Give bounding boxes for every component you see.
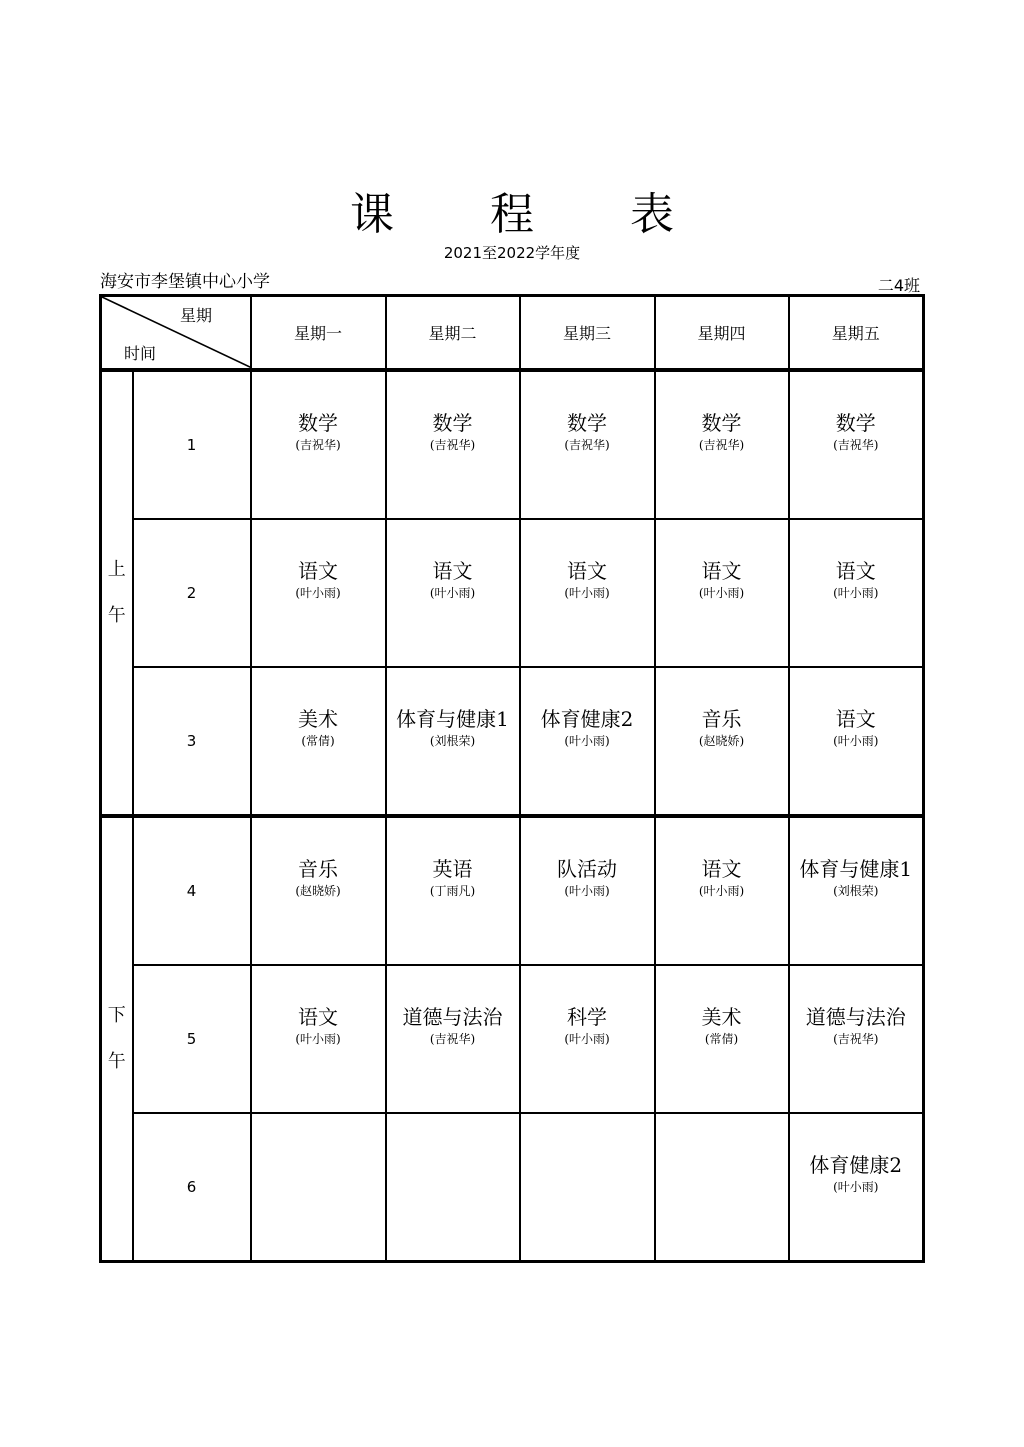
period-row <box>101 667 924 816</box>
day-header: 星期三 <box>520 296 655 371</box>
teacher-name: (叶小雨) <box>833 734 879 748</box>
subject-name: 语文 <box>298 1005 338 1029</box>
class-name: 二4班 <box>877 276 920 295</box>
header-row <box>101 296 924 371</box>
class-cell <box>520 1113 655 1262</box>
class-cell <box>655 370 789 519</box>
section-char: 上 <box>107 559 126 580</box>
class-cell <box>520 667 655 816</box>
class-cell <box>789 667 924 816</box>
class-cell <box>789 816 924 965</box>
day-header: 星期五 <box>789 296 924 371</box>
period-number: 5 <box>133 965 251 1113</box>
subject-name: 队活动 <box>557 857 617 881</box>
period-row <box>101 370 924 519</box>
teacher-name: (叶小雨) <box>833 1180 879 1194</box>
schedule-body <box>101 370 924 1262</box>
subject-name: 数学 <box>567 411 607 435</box>
class-cell <box>251 816 386 965</box>
class-cell <box>789 965 924 1113</box>
teacher-name: (叶小雨) <box>295 586 341 600</box>
page-title <box>0 178 1024 240</box>
title-char: 表 <box>630 189 674 240</box>
teacher-name: (常倩) <box>301 734 335 748</box>
class-cell <box>520 965 655 1113</box>
teacher-name: (赵晓娇) <box>295 884 341 898</box>
subject-name: 体育与健康1 <box>799 857 913 881</box>
teacher-name: (叶小雨) <box>698 884 745 898</box>
teacher-name: (叶小雨) <box>429 586 476 600</box>
class-cell <box>251 1113 386 1262</box>
period-number: 2 <box>133 519 251 667</box>
subject-name: 语文 <box>835 707 876 731</box>
subject-name: 语文 <box>701 559 742 583</box>
period-number: 3 <box>133 667 251 816</box>
subject-name: 语文 <box>432 559 473 583</box>
class-cell <box>386 667 520 816</box>
class-cell <box>655 667 789 816</box>
subject-name: 科学 <box>567 1005 607 1029</box>
teacher-name: (叶小雨) <box>833 586 879 600</box>
class-cell <box>789 370 924 519</box>
teacher-name: (吉祝华) <box>429 438 476 452</box>
teacher-name: (丁雨凡) <box>429 884 476 898</box>
class-cell <box>520 519 655 667</box>
teacher-name: (吉祝华) <box>295 438 341 452</box>
class-cell <box>789 1113 924 1262</box>
day-header: 星期四 <box>655 296 789 371</box>
section-char: 午 <box>107 605 126 626</box>
subject-name: 道德与法治 <box>805 1005 906 1029</box>
period-row <box>101 965 924 1113</box>
section-char: 下 <box>107 1005 126 1026</box>
subject-name: 语文 <box>567 559 607 583</box>
subject-name: 道德与法治 <box>402 1005 503 1029</box>
title-char: 课 <box>350 189 394 240</box>
teacher-name: (刘根荣) <box>833 884 879 898</box>
subject-name: 数学 <box>298 411 338 435</box>
subject-name: 体育健康2 <box>540 707 634 731</box>
teacher-name: (吉祝华) <box>564 438 610 452</box>
subject-name: 音乐 <box>701 707 742 731</box>
subject-name: 数学 <box>835 411 876 435</box>
academic-year: 2021至2022学年度 <box>443 244 581 262</box>
class-cell <box>520 370 655 519</box>
subject-name: 数学 <box>432 411 473 435</box>
subject-name: 美术 <box>701 1005 742 1029</box>
subject-name: 美术 <box>298 707 338 731</box>
teacher-name: (吉祝华) <box>833 438 879 452</box>
class-cell <box>386 519 520 667</box>
class-cell <box>251 370 386 519</box>
section-char: 午 <box>107 1051 126 1072</box>
title-char: 程 <box>490 189 534 240</box>
subject-name: 英语 <box>432 857 473 881</box>
class-cell <box>789 519 924 667</box>
corner-day-label: 星期 <box>180 306 213 325</box>
class-cell <box>655 519 789 667</box>
period-number: 1 <box>133 370 251 519</box>
class-cell <box>386 965 520 1113</box>
class-cell <box>655 816 789 965</box>
subject-name: 语文 <box>835 559 876 583</box>
teacher-name: (叶小雨) <box>698 586 745 600</box>
afternoon-label <box>101 816 133 1262</box>
subject-name: 体育健康2 <box>809 1153 903 1177</box>
class-cell <box>386 816 520 965</box>
teacher-name: (叶小雨) <box>564 1032 610 1046</box>
teacher-name: (吉祝华) <box>429 1032 476 1046</box>
subject-name: 语文 <box>701 857 742 881</box>
schedule-table <box>99 294 925 1263</box>
class-cell <box>386 370 520 519</box>
corner-cell <box>101 296 251 371</box>
teacher-name: (刘根荣) <box>429 734 476 748</box>
day-header: 星期一 <box>251 296 386 371</box>
subject-name: 体育与健康1 <box>396 707 509 731</box>
class-cell <box>251 519 386 667</box>
corner-time-label: 时间 <box>124 344 157 363</box>
subject-name: 语文 <box>298 559 338 583</box>
teacher-name: (吉祝华) <box>833 1032 879 1046</box>
class-cell <box>386 1113 520 1262</box>
morning-label <box>101 370 133 816</box>
subject-name: 数学 <box>701 411 742 435</box>
teacher-name: (叶小雨) <box>564 734 610 748</box>
class-cell <box>251 965 386 1113</box>
teacher-name: (赵晓娇) <box>698 734 745 748</box>
teacher-name: (吉祝华) <box>698 438 745 452</box>
subject-name: 音乐 <box>298 857 338 881</box>
school-name: 海安市李堡镇中心小学 <box>100 272 270 292</box>
teacher-name: (叶小雨) <box>295 1032 341 1046</box>
period-row <box>101 816 924 965</box>
teacher-name: (叶小雨) <box>564 884 610 898</box>
teacher-name: (叶小雨) <box>564 586 610 600</box>
period-row <box>101 519 924 667</box>
period-number: 6 <box>133 1113 251 1262</box>
class-cell <box>251 667 386 816</box>
teacher-name: (常倩) <box>704 1032 739 1046</box>
period-row <box>101 1113 924 1262</box>
class-cell <box>655 1113 789 1262</box>
period-number: 4 <box>133 816 251 965</box>
class-cell <box>520 816 655 965</box>
day-header: 星期二 <box>386 296 520 371</box>
class-cell <box>655 965 789 1113</box>
